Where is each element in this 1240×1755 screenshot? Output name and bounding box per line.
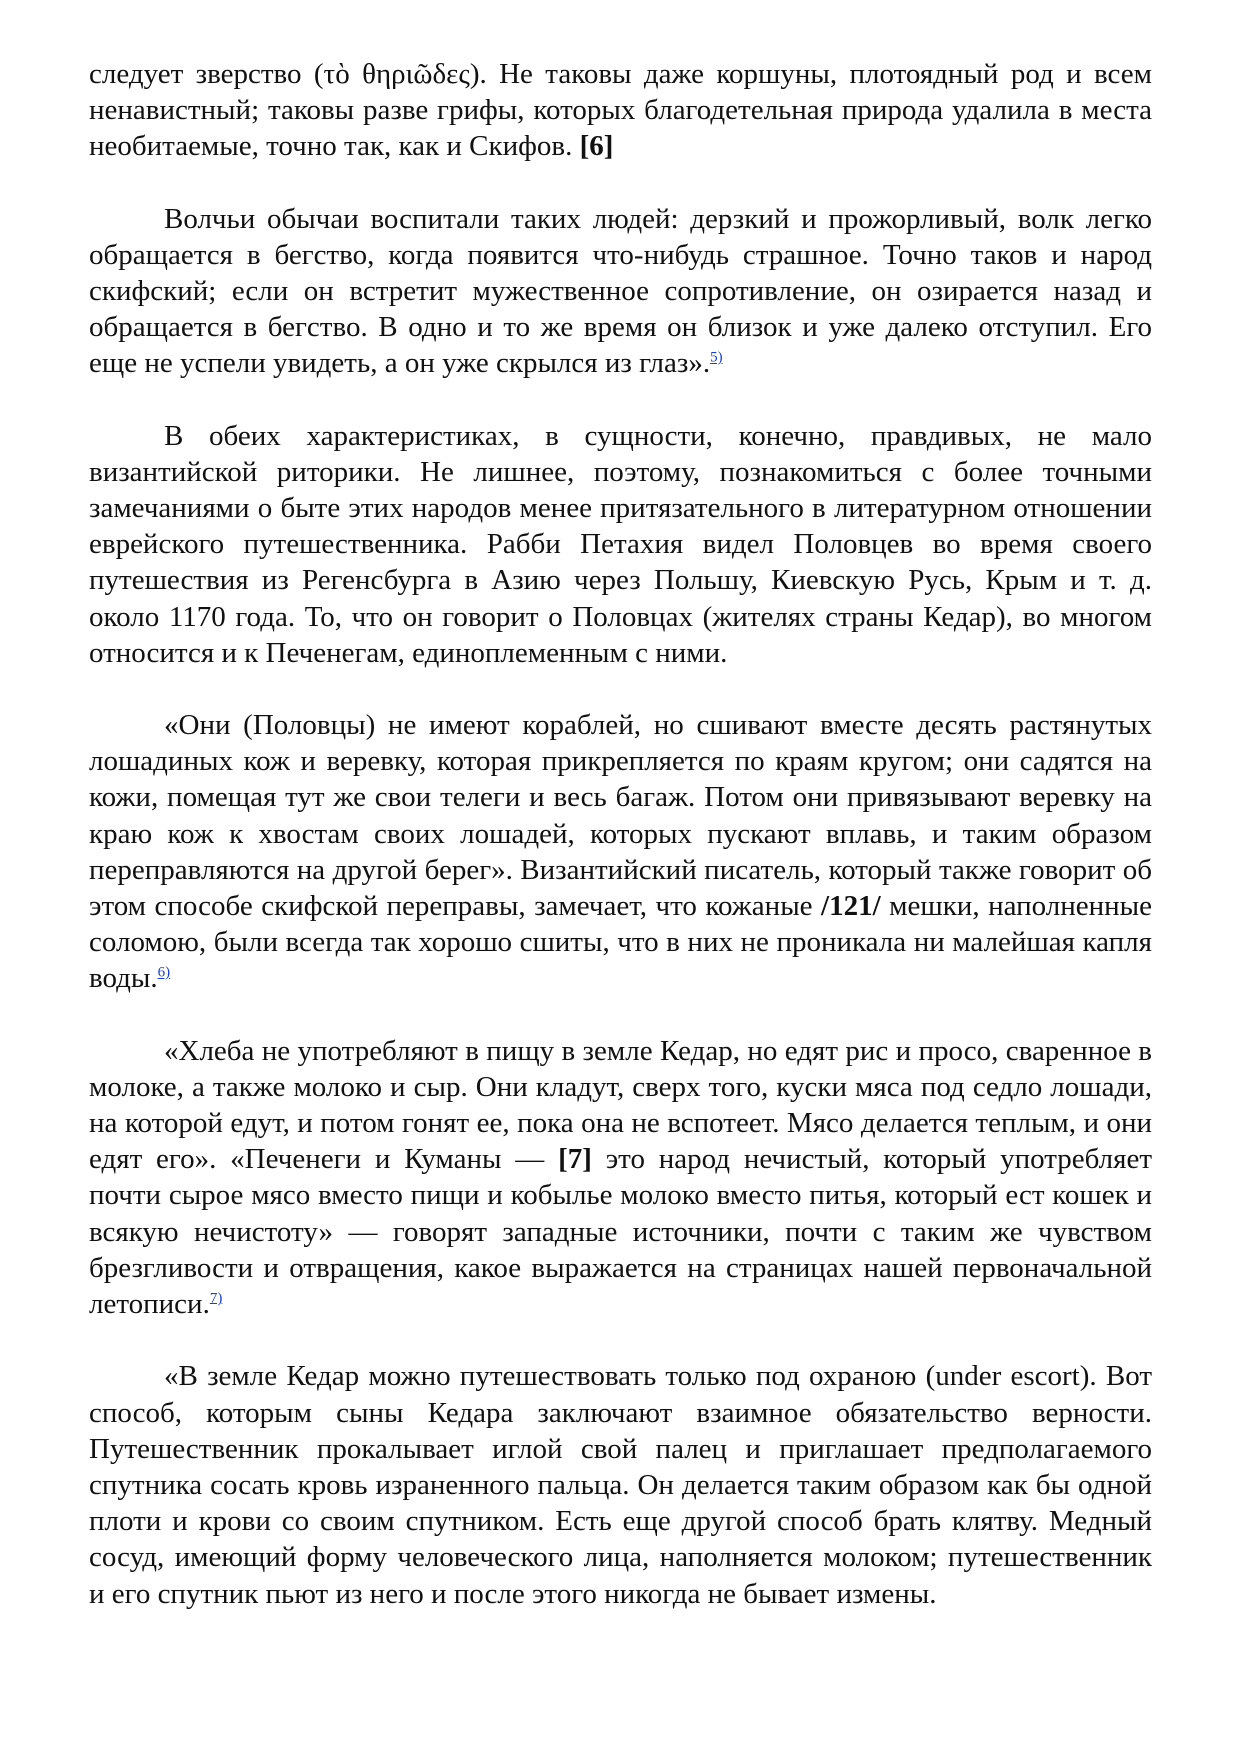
- paragraph-4: [89, 707, 1152, 997]
- paragraph-text: это народ нечистый, который употребляет почти сырое мясо вместо пищи и кобылье молоко вместо питья, который ест кошек и всякую нечистоту» — говорят западные источники, почти с таким же чувством брезгливости и отвращения, какое выражается на страницах нашей первоначальной летописи.: [89, 1143, 1153, 1321]
- paragraph-2: [89, 201, 1152, 382]
- page-marker: /121/: [821, 890, 881, 923]
- footnote-link-5[interactable]: 5): [710, 349, 723, 366]
- paragraph-3: [89, 418, 1152, 671]
- paragraph-text: Волчьи обычаи воспитали таких людей: дерзкий и прожорливый, волк легко обращается в бегство, когда появится что-нибудь страшное. Точно таков и народ скифский; если он встретит мужественное сопротивление, он озирается назад и обращается в бегство. В одно и то же время он близок и уже далеко отступил. Его еще не успели увидеть, а он уже скрылся из глаз».: [89, 202, 1152, 380]
- paragraph-1: [89, 56, 1152, 165]
- paragraph-text: следует зверство (τὸ θηριῶδες). Не таковы даже коршуны, плотоядный род и всем ненавистный; таковы разве грифы, которых благодетельная природа удалила в места необитаемые, точно так, как и Скифов.: [89, 58, 1152, 163]
- paragraph-5: [89, 1033, 1152, 1323]
- paragraph-text: В обеих характеристиках, в сущности, конечно, правдивых, не мало византийской риторики. Не лишнее, поэтому, познакомиться с более точными замечаниями о быте этих народов менее притязательного в литературном отношении еврейского путешественника. Рабби Петахия видел Половцев во время своего путешествия из Регенсбурга в Азию через Польшу, Киевскую Русь, Крым и т. д. около 1170 года. То, что он говорит о Половцах (жителях страны Кедар), во многом относится и к Печенегам, единоплеменным с ними.: [89, 419, 1152, 669]
- paragraph-text: мешки, наполненные соломою, были всегда так хорошо сшиты, что в них не проникала ни малейшая капля воды.: [89, 890, 1152, 995]
- paragraph-text: «В земле Кедар можно путешествовать только под охраною (under escort). Вот способ, которым сыны Кедара заключают взаимное обязательство верности. Путешественник прокалывает иглой свой палец и приглашает предполагаемого спутника сосать кровь израненного пальца. Он делается таким образом как бы одной плоти и крови со своим спутником. Есть еще другой способ брать клятву. Медный сосуд, имеющий форму человеческого лица, наполняется молоком; путешественник и его спутник пьют из него и после этого никогда не бывает измены.: [89, 1360, 1152, 1610]
- page-marker: [6]: [579, 130, 614, 163]
- document-page: [89, 56, 1152, 1648]
- footnote-link-6[interactable]: 6): [157, 964, 171, 981]
- paragraph-6: [89, 1358, 1152, 1611]
- paragraph-text: «Они (Половцы) не имеют кораблей, но сшивают вместе десять растянутых лошадиных кож и веревку, которая прикрепляется по краям кругом; они садятся на кожи, помещая тут же свои телеги и весь багаж. Потом они привязывают веревку на краю кож к хвостам своих лошадей, которых пускают вплавь, и таким образом переправляются на другой берег». Византийский писатель, который также говорит об этом способе скифской переправы, замечает, что кожаные: [89, 709, 1152, 923]
- page-marker: [7]: [558, 1143, 592, 1176]
- paragraph-text: «Хлеба не употребляют в пищу в земле Кедар, но едят рис и просо, сваренное в молоке, а также молоко и сыр. Они кладут, сверх того, куски мяса под седло лошади, на которой едут, и потом гонят ее, пока она не вспотеет. Мясо делается теплым, и они едят его». «Печенеги и Куманы —: [89, 1034, 1152, 1176]
- footnote-link-7[interactable]: 7): [209, 1290, 223, 1307]
